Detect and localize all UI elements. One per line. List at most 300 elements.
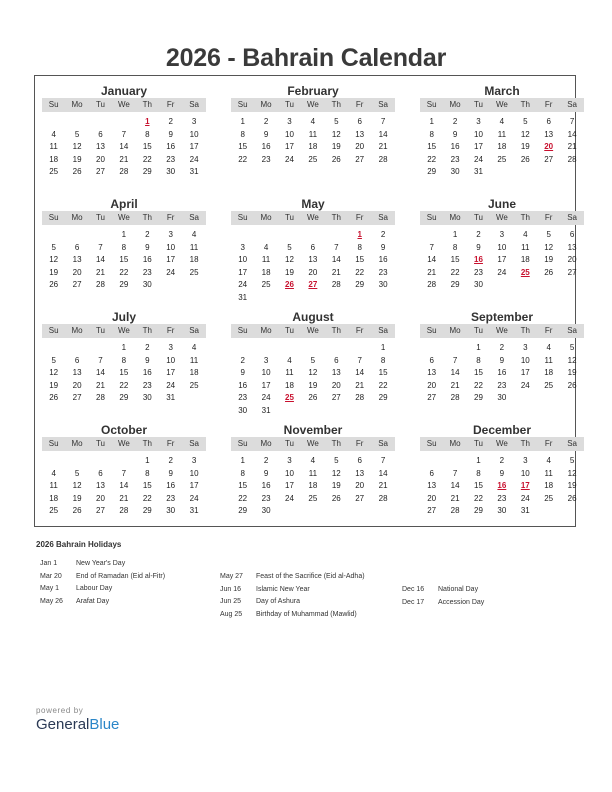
day-cell: 2	[499, 343, 505, 352]
day-cell: 26	[49, 393, 59, 403]
weekday-label: Sa	[378, 439, 388, 448]
weekday-label: Tu	[95, 439, 106, 448]
month-name: September	[470, 310, 534, 324]
day-cell: 7	[98, 355, 103, 365]
day-cell: 13	[96, 142, 105, 152]
day-cell: 19	[308, 380, 318, 390]
day-cell: 29	[238, 506, 248, 516]
day-cell: 15	[474, 481, 483, 491]
weekday-label: Su	[426, 326, 437, 335]
day-cell: 6	[357, 117, 362, 126]
day-cell: 10	[261, 368, 271, 378]
weekday-label: Sa	[567, 213, 577, 222]
day-cell: 15	[119, 368, 129, 378]
day-cell: 26	[567, 493, 577, 503]
day-cell: 11	[49, 481, 58, 491]
day-cell: 27	[331, 393, 341, 403]
day-cell: 5	[523, 117, 528, 126]
day-cell: 25	[544, 380, 554, 390]
weekday-label: Th	[142, 439, 152, 448]
day-cell: 16	[261, 481, 271, 491]
day-cell: 21	[378, 481, 388, 491]
day-cell: 7	[334, 242, 339, 252]
day-cell: 5	[334, 117, 339, 126]
day-cell: 14	[119, 481, 129, 491]
day-cell: 16	[166, 481, 176, 491]
day-cell: 2	[380, 230, 386, 239]
day-cell: 15	[142, 142, 152, 152]
day-cell: 18	[189, 255, 199, 265]
day-cell: 14	[567, 129, 577, 139]
day-cell: 22	[450, 267, 460, 277]
day-cell: 30	[238, 406, 248, 415]
holiday-date: May 27	[220, 573, 243, 580]
day-cell: 2	[452, 117, 458, 126]
day-cell: 9	[240, 368, 245, 378]
day-cell: 19	[520, 142, 530, 152]
day-cell: 3	[168, 230, 173, 239]
weekday-label: Su	[426, 439, 437, 448]
day-cell: 2	[263, 117, 269, 126]
weekday-label: Tu	[473, 100, 484, 109]
day-cell: 12	[49, 255, 59, 265]
day-cell: 27	[96, 506, 105, 516]
day-cell: 20	[355, 142, 365, 152]
day-cell: 29	[450, 280, 460, 290]
weekday-label: Th	[331, 439, 341, 448]
weekday-label: Th	[520, 326, 530, 335]
day-cell: 8	[452, 242, 458, 252]
day-cell: 25	[189, 380, 199, 390]
day-cell: 10	[285, 129, 294, 139]
day-cell: 28	[355, 393, 365, 403]
day-cell: 26	[331, 154, 341, 164]
day-cell: 28	[96, 280, 105, 290]
day-cell: 21	[450, 380, 460, 390]
weekday-label: Mo	[449, 213, 461, 222]
day-cell: 6	[569, 230, 575, 239]
day-cell: 12	[72, 481, 82, 491]
day-cell: 3	[476, 117, 481, 126]
day-cell: 7	[380, 456, 386, 465]
weekday-label: Mo	[71, 100, 83, 109]
weekday-label: Th	[142, 213, 152, 222]
weekday-label: Su	[48, 326, 59, 335]
day-cell: 16	[142, 368, 152, 378]
day-cell: 3	[191, 117, 197, 126]
day-cell: 22	[142, 154, 152, 164]
weekday-label: Su	[426, 213, 437, 222]
day-cell: 6	[74, 242, 80, 252]
day-cell: 3	[168, 343, 173, 352]
day-cell: 25	[308, 493, 318, 503]
day-cell: 13	[308, 255, 318, 265]
page-title: 2026 - Bahrain Calendar	[165, 44, 447, 72]
weekday-label: Fr	[544, 326, 553, 335]
month-name: August	[292, 310, 334, 324]
holiday-date: Dec 16	[402, 586, 425, 593]
month-name: November	[283, 423, 343, 437]
weekday-label: Sa	[189, 326, 199, 335]
weekday-label: Sa	[567, 100, 577, 109]
day-cell: 12	[308, 368, 318, 378]
weekday-label: Sa	[378, 326, 388, 335]
day-cell: 9	[263, 468, 269, 478]
day-cell: 14	[355, 368, 365, 378]
day-cell: 24	[474, 154, 483, 164]
holiday-name: End of Ramadan (Eid al-Fitr)	[76, 572, 166, 580]
day-cell: 26	[520, 154, 530, 164]
day-cell: 19	[331, 142, 341, 152]
day-cell: 23	[497, 380, 507, 390]
day-cell: 19	[285, 267, 294, 277]
weekday-header	[42, 98, 206, 112]
day-cell: 5	[51, 242, 56, 252]
day-cell: 4	[51, 129, 56, 139]
day-cell: 7	[121, 129, 127, 139]
day-cell: 24	[261, 393, 271, 403]
month-name: February	[287, 84, 339, 98]
day-cell: 7	[452, 468, 458, 478]
brand-name-part2: Blue	[89, 716, 120, 733]
day-cell: 25	[261, 280, 271, 290]
day-cell: 23	[142, 380, 152, 390]
day-cell: 18	[544, 368, 554, 378]
day-cell: 17	[189, 142, 199, 152]
day-cell: 25	[544, 493, 554, 503]
weekday-label: Th	[142, 326, 152, 335]
day-cell: 9	[499, 468, 505, 478]
weekday-label: Th	[520, 100, 530, 109]
day-cell: 27	[72, 280, 82, 290]
day-cell: 16	[238, 380, 248, 390]
weekday-header	[420, 324, 584, 338]
day-cell: 8	[240, 468, 245, 478]
day-cell: 17	[261, 380, 271, 390]
day-cell: 1	[429, 117, 434, 126]
weekday-label: We	[117, 213, 130, 222]
day-cell: 23	[497, 493, 507, 503]
weekday-label: Fr	[355, 439, 364, 448]
weekday-label: Mo	[71, 213, 83, 222]
weekday-label: Tu	[284, 213, 295, 222]
day-cell: 17	[520, 368, 530, 378]
day-cell: 2	[168, 456, 173, 465]
weekday-label: Tu	[284, 439, 295, 448]
day-cell: 17	[166, 368, 176, 378]
day-cell: 11	[544, 468, 553, 478]
day-cell: 16	[497, 368, 507, 378]
day-cell: 26	[544, 267, 554, 277]
day-cell: 4	[287, 355, 292, 365]
day-cell: 12	[72, 142, 82, 152]
day-cell: 13	[72, 368, 82, 378]
month-name: March	[484, 84, 520, 98]
day-cell: 23	[166, 154, 176, 164]
day-cell: 21	[355, 380, 365, 390]
day-cell: 15	[238, 142, 248, 152]
day-cell: 19	[567, 481, 577, 491]
day-cell: 23	[166, 493, 176, 503]
day-cell: 5	[287, 242, 292, 252]
day-cell: 4	[191, 343, 197, 352]
day-cell: 31	[189, 167, 199, 177]
holiday-day: 25	[520, 267, 530, 277]
weekday-label: Su	[48, 213, 59, 222]
day-cell: 19	[72, 154, 82, 164]
day-cell: 22	[378, 380, 388, 390]
weekday-label: Tu	[473, 439, 484, 448]
holiday-day: 25	[285, 393, 294, 403]
brand-name-part1: General	[36, 716, 90, 733]
day-cell: 18	[49, 493, 59, 503]
day-cell: 11	[285, 368, 294, 378]
day-cell: 5	[334, 456, 339, 465]
day-cell: 24	[285, 154, 294, 164]
day-cell: 3	[287, 456, 292, 465]
day-cell: 9	[452, 129, 458, 139]
weekday-label: We	[117, 100, 130, 109]
day-cell: 30	[142, 393, 152, 403]
day-cell: 24	[189, 154, 199, 164]
month-name: May	[301, 197, 325, 211]
weekday-label: Fr	[355, 100, 364, 109]
day-cell: 28	[331, 280, 341, 290]
day-cell: 31	[238, 293, 248, 302]
day-cell: 5	[546, 230, 551, 239]
day-cell: 9	[476, 242, 481, 252]
day-cell: 5	[51, 355, 56, 365]
day-cell: 13	[567, 242, 577, 252]
holiday-day: 1	[357, 230, 362, 239]
day-cell: 2	[145, 230, 150, 239]
weekday-header	[231, 324, 395, 338]
day-cell: 29	[142, 167, 152, 177]
day-cell: 27	[544, 154, 554, 164]
day-cell: 22	[474, 380, 483, 390]
day-cell: 3	[523, 343, 528, 352]
day-cell: 2	[240, 355, 245, 365]
day-cell: 14	[96, 368, 105, 378]
day-cell: 24	[520, 380, 530, 390]
day-cell: 1	[240, 456, 245, 465]
day-cell: 26	[308, 393, 318, 403]
day-cell: 8	[476, 468, 481, 478]
day-cell: 6	[334, 355, 339, 365]
holiday-day: 20	[544, 142, 554, 152]
weekday-label: Fr	[166, 439, 175, 448]
day-cell: 20	[427, 380, 437, 390]
weekday-label: Mo	[260, 213, 272, 222]
day-cell: 24	[189, 493, 199, 503]
day-cell: 28	[567, 154, 577, 164]
day-cell: 20	[96, 154, 105, 164]
day-cell: 13	[427, 368, 437, 378]
holiday-name: National Day	[438, 586, 479, 593]
day-cell: 18	[544, 481, 554, 491]
day-cell: 15	[474, 368, 483, 378]
day-cell: 28	[119, 506, 129, 516]
day-cell: 21	[119, 493, 129, 503]
calendar-grid	[34, 75, 576, 527]
day-cell: 10	[497, 242, 507, 252]
day-cell: 15	[378, 368, 388, 378]
day-cell: 23	[238, 393, 248, 403]
day-cell: 1	[452, 230, 458, 239]
holiday-date: May 26	[40, 597, 63, 605]
day-cell: 26	[72, 506, 82, 516]
day-cell: 8	[380, 355, 386, 365]
day-cell: 27	[427, 506, 437, 516]
weekday-label: Mo	[449, 439, 461, 448]
day-cell: 9	[499, 355, 505, 365]
day-cell: 1	[476, 343, 481, 352]
holiday-date: Mar 20	[40, 572, 62, 580]
brand-name	[36, 716, 119, 733]
day-cell: 17	[497, 255, 507, 265]
day-cell: 5	[74, 129, 80, 139]
day-cell: 1	[145, 456, 150, 465]
holiday-day: 27	[308, 280, 318, 290]
day-cell: 11	[308, 129, 318, 139]
weekday-label: Tu	[284, 100, 295, 109]
holiday-date: Jan 1	[40, 560, 58, 567]
day-cell: 22	[119, 380, 129, 390]
day-cell: 2	[499, 456, 505, 465]
weekday-label: Th	[331, 100, 341, 109]
holiday-day: 17	[520, 481, 530, 491]
day-cell: 29	[378, 393, 388, 403]
day-cell: 23	[450, 154, 460, 164]
holiday-name: Day of Ashura	[256, 598, 300, 606]
powered-by-text: powered by	[36, 706, 84, 715]
day-cell: 26	[72, 167, 82, 177]
weekday-label: Sa	[189, 439, 199, 448]
day-cell: 8	[121, 355, 127, 365]
day-cell: 19	[567, 368, 577, 378]
day-cell: 24	[166, 380, 176, 390]
day-cell: 12	[544, 242, 554, 252]
day-cell: 10	[189, 129, 199, 139]
day-cell: 10	[166, 242, 176, 252]
day-cell: 28	[378, 154, 388, 164]
day-cell: 1	[121, 343, 127, 352]
day-cell: 3	[523, 456, 528, 465]
holiday-name: Birthday of Muhammad (Mawlid)	[256, 610, 357, 618]
day-cell: 23	[474, 267, 483, 277]
day-cell: 1	[476, 456, 481, 465]
day-cell: 25	[497, 154, 507, 164]
weekday-label: Fr	[166, 100, 175, 109]
day-cell: 17	[285, 142, 294, 152]
weekday-label: We	[117, 439, 130, 448]
day-cell: 7	[452, 355, 458, 365]
day-cell: 13	[331, 368, 341, 378]
day-cell: 17	[189, 481, 199, 491]
day-cell: 20	[72, 380, 82, 390]
day-cell: 9	[145, 355, 150, 365]
day-cell: 29	[427, 167, 437, 177]
day-cell: 27	[427, 393, 437, 403]
day-cell: 30	[474, 280, 483, 290]
day-cell: 31	[261, 406, 271, 415]
weekday-label: Tu	[95, 213, 106, 222]
weekday-label: Mo	[260, 326, 272, 335]
day-cell: 22	[355, 267, 365, 277]
weekday-label: Mo	[260, 439, 272, 448]
weekday-header	[420, 211, 584, 225]
day-cell: 6	[310, 242, 316, 252]
day-cell: 20	[331, 380, 341, 390]
holidays-heading: 2026 Bahrain Holidays	[36, 540, 122, 549]
day-cell: 14	[119, 142, 129, 152]
day-cell: 6	[74, 355, 80, 365]
day-cell: 27	[72, 393, 82, 403]
day-cell: 20	[72, 267, 82, 277]
weekday-label: Fr	[166, 326, 175, 335]
weekday-label: We	[495, 439, 508, 448]
holiday-name: Islamic New Year	[256, 585, 310, 593]
day-cell: 15	[355, 255, 365, 265]
day-cell: 4	[546, 456, 551, 465]
day-cell: 10	[189, 468, 199, 478]
weekday-label: We	[495, 326, 508, 335]
day-cell: 14	[450, 368, 460, 378]
weekday-label: Th	[142, 100, 152, 109]
day-cell: 6	[429, 468, 434, 478]
day-cell: 7	[380, 117, 386, 126]
day-cell: 28	[96, 393, 105, 403]
day-cell: 29	[474, 393, 483, 403]
day-cell: 21	[378, 142, 388, 152]
day-cell: 31	[520, 506, 530, 516]
day-cell: 18	[285, 380, 294, 390]
day-cell: 29	[474, 506, 483, 516]
day-cell: 10	[474, 129, 483, 139]
day-cell: 20	[567, 255, 577, 265]
day-cell: 11	[521, 242, 530, 252]
day-cell: 2	[263, 456, 269, 465]
day-cell: 5	[310, 355, 316, 365]
day-cell: 11	[49, 142, 58, 152]
day-cell: 24	[520, 493, 530, 503]
day-cell: 23	[142, 267, 152, 277]
day-cell: 1	[240, 117, 245, 126]
day-cell: 22	[238, 493, 248, 503]
day-cell: 4	[191, 230, 197, 239]
day-cell: 2	[168, 117, 173, 126]
holiday-date: Aug 25	[220, 610, 243, 618]
holiday-day: 1	[145, 117, 150, 126]
holiday-date: Jun 16	[220, 585, 242, 593]
weekday-label: Mo	[449, 100, 461, 109]
day-cell: 18	[189, 368, 199, 378]
day-cell: 2	[476, 230, 481, 239]
day-cell: 13	[96, 481, 105, 491]
weekday-label: Tu	[284, 326, 295, 335]
day-cell: 20	[308, 267, 318, 277]
day-cell: 11	[261, 255, 271, 265]
day-cell: 8	[240, 129, 245, 139]
weekday-label: We	[495, 100, 508, 109]
weekday-label: We	[306, 326, 319, 335]
day-cell: 18	[308, 142, 318, 152]
day-cell: 15	[119, 255, 129, 265]
month-name: July	[111, 310, 136, 324]
day-cell: 4	[499, 117, 505, 126]
weekday-label: Su	[237, 213, 248, 222]
day-cell: 17	[238, 267, 248, 277]
